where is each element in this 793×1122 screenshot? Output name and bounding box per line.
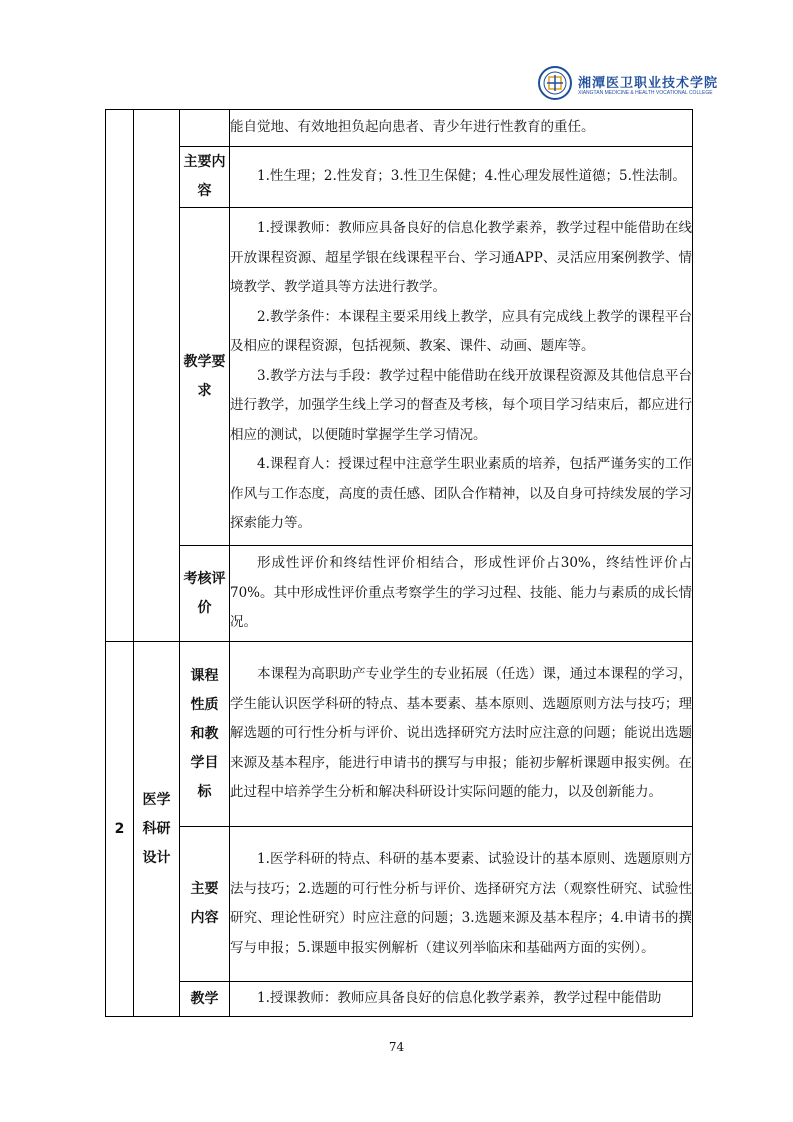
teaching-req-item: 1.授课教师：教师应具备良好的信息化教学素养，教学过程中能借助在线开放课程资源、超星学银在线课程平台、学习通APP、灵活应用案例教学、情境教学、教学道具等方法进行教学。	[230, 220, 692, 296]
school-logo	[538, 66, 719, 106]
course1-continuation-text: 能自觉地、有效地担负起向患者、青少年进行性教育的重任。	[230, 110, 693, 147]
course1-main-content-text: 1.性生理；2.性发育；3.性卫生保健；4.性心理发展性道德；5.性法制。	[230, 147, 693, 208]
course2-main-content-text: 1.医学科研的特点、科研的基本要素、试验设计的基本原则、选题原则方法与技巧；2.选题的可行性分析与评价、选择研究方法（观察性研究、试验性研究、理论性研究）时应注意的问题；3.选题来源及基本程序；4.申请书的撰写与申报；5.课题申报实例解析（建议列举临床和基础两方面的实例）。	[230, 827, 693, 982]
school-seal-icon	[538, 66, 572, 100]
course1-teaching-req-text	[230, 208, 693, 546]
teaching-req-item: 2.教学条件：本课程主要采用线上教学，应具有完成线上教学的课程平台及相应的课程资源，包括视频、教案、课件、动画、题库等。	[230, 308, 692, 355]
curriculum-table	[105, 109, 693, 1017]
course1-teaching-req-label: 教学要求	[180, 208, 230, 546]
course1-continuation-label-cell	[180, 110, 230, 147]
course1-assessment-row	[106, 546, 693, 642]
page-number: 74	[388, 1040, 405, 1054]
course1-teaching-req-row	[106, 208, 693, 546]
teaching-req-item: 3.教学方法与手段：教学过程中能借助在线开放课程资源及其他信息平台进行教学，加强学生线上学习的督查及考核，每个项目学习结束后，都应进行相应的测试，以便随时掌握学生学习情况。	[230, 367, 692, 443]
course1-main-content-label: 主要内容	[180, 147, 230, 208]
teaching-req-item: 4.课程育人：授课过程中注意学生职业素质的培养，包括严谨务实的工作作风与工作态度，高度的责任感、团队合作精神，以及自身可持续发展的学习探索能力等。	[230, 456, 692, 532]
school-name-cn: 湘潭医卫职业技术学院	[578, 76, 719, 91]
course1-assessment-text: 形成性评价和终结性评价相结合，形成性评价占30%，终结性评价占70%。其中形成性评价重点考察学生的学习过程、技能、能力与素质的成长情况。	[230, 546, 693, 642]
course2-teaching-row	[106, 982, 693, 1017]
course1-name-cell	[134, 110, 180, 642]
course1-assessment-label: 考核评价	[180, 546, 230, 642]
course2-name: 医学科研设计	[134, 642, 180, 1017]
course2-teaching-text: 1.授课教师：教师应具备良好的信息化教学素养，教学过程中能借助	[230, 982, 693, 1017]
course2-main-content-row	[106, 827, 693, 982]
course1-main-content-row	[106, 147, 693, 208]
course1-number-cell	[106, 110, 134, 642]
course2-main-content-label: 主要内容	[180, 827, 230, 982]
course2-teaching-label: 教学	[180, 982, 230, 1017]
course2-nature-row	[106, 642, 693, 827]
course2-nature-text: 本课程为高职助产专业学生的专业拓展（任选）课，通过本课程的学习，学生能认识医学科研的特点、基本要素、基本原则、选题原则方法与技巧；理解选题的可行性分析与评价、说出选择研究方法时应注意的问题；能说出选题来源及基本程序，能进行申请书的撰写与申报；能初步解析课题申报实例。在此过程中培养学生分析和解决科研设计实际问题的能力，以及创新能力。	[230, 642, 693, 827]
course2-number: 2	[106, 642, 134, 1017]
school-name-en: XIANGTAN MEDICINE & HEALTH VOCATIONAL COLLEGE	[578, 90, 713, 96]
course2-nature-label: 课程性质和教学目标	[180, 642, 230, 827]
course1-continuation-row	[106, 110, 693, 147]
